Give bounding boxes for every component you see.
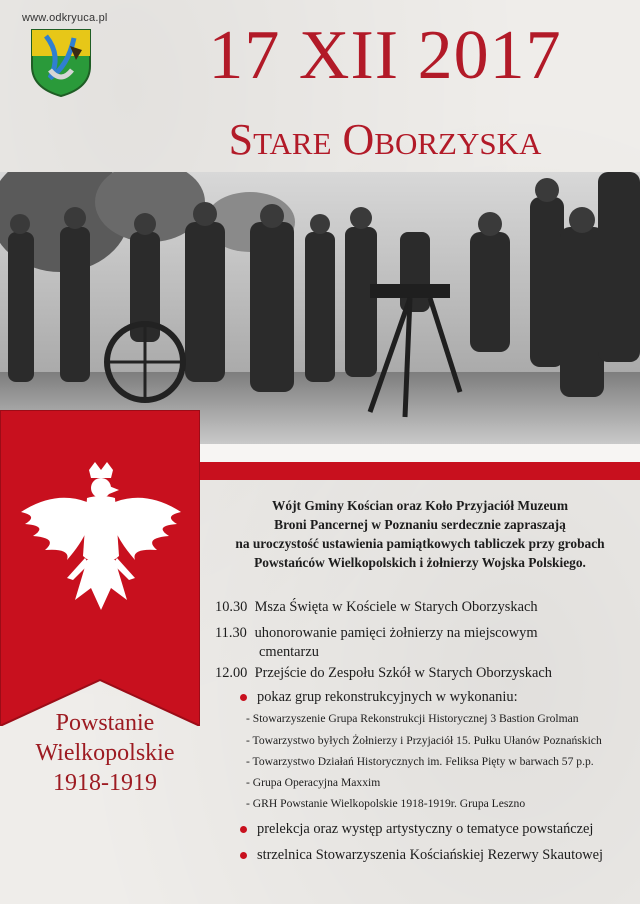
schedule-time: 12.00 xyxy=(215,665,248,681)
group-item: - GRH Powstanie Wielkopolskie 1918-1919r. Grupa Leszno xyxy=(246,797,526,810)
schedule-desc: Msza Święta w Kościele w Starych Oborzyskach xyxy=(254,599,538,615)
schedule-item xyxy=(215,624,625,643)
intro-line: na uroczystość ustawienia pamiątkowych tabliczek przy grobach xyxy=(235,536,605,551)
banner-subtitle xyxy=(0,708,210,798)
historical-photo xyxy=(0,172,640,444)
program-item-shooting xyxy=(243,846,633,865)
event-place: Stare Oborzyska xyxy=(228,115,542,164)
intro-line: Broni Pancernej w Poznaniu serdecznie zapraszają xyxy=(274,517,566,532)
schedule-item xyxy=(215,664,625,683)
program-text: prelekcja oraz występ artystyczny o tematyce powstańczej xyxy=(257,821,594,837)
schedule-time: 10.30 xyxy=(215,599,248,615)
municipal-crest-icon xyxy=(28,26,94,98)
group-item: - Towarzystwo Działań Historycznych im. Feliksa Pięty w barwach 57 p.p. xyxy=(246,755,594,768)
schedule-desc-cont: cmentarzu xyxy=(259,644,319,660)
bullet-dot-icon xyxy=(240,852,247,859)
bullet-dot-icon xyxy=(240,826,247,833)
schedule-desc: uhonorowanie pamięci żołnierzy na miejscowym xyxy=(254,625,538,641)
group-item: - Grupa Operacyjna Maxxim xyxy=(246,776,381,789)
invitation-text xyxy=(210,496,630,572)
schedule-time: 11.30 xyxy=(215,625,247,641)
program-text: pokaz grup rekonstrukcyjnych w wykonaniu: xyxy=(257,689,518,705)
schedule-desc: Przejście do Zespołu Szkół w Starych Oborzyskach xyxy=(254,665,552,681)
schedule-item xyxy=(215,598,625,617)
group-item: - Towarzystwo byłych Żołnierzy i Przyjaciół 15. Pułku Ułanów Poznańskich xyxy=(246,734,602,747)
program-text: strzelnica Stowarzyszenia Kościańskiej Rezerwy Skautowej xyxy=(257,847,604,863)
watermark: www.odkryuca.pl xyxy=(22,12,108,24)
subtitle-line: Powstanie xyxy=(55,710,155,736)
bullet-dot-icon xyxy=(240,694,247,701)
subtitle-line: 1918-1919 xyxy=(53,770,157,796)
program-item-show xyxy=(243,688,633,707)
subtitle-line: Wielkopolskie xyxy=(35,740,175,766)
intro-line: Powstańców Wielkopolskich i żołnierzy Wojska Polskiego. xyxy=(254,555,586,570)
event-date: 17 XII 2017 xyxy=(208,17,562,94)
program-item-lecture xyxy=(243,820,633,839)
white-eagle-emblem-icon xyxy=(15,460,187,620)
intro-line: Wójt Gminy Kościan oraz Koło Przyjaciół Muzeum xyxy=(271,498,569,513)
group-item: - Stowarzyszenie Grupa Rekonstrukcji Historycznej 3 Bastion Grolman xyxy=(246,712,579,725)
